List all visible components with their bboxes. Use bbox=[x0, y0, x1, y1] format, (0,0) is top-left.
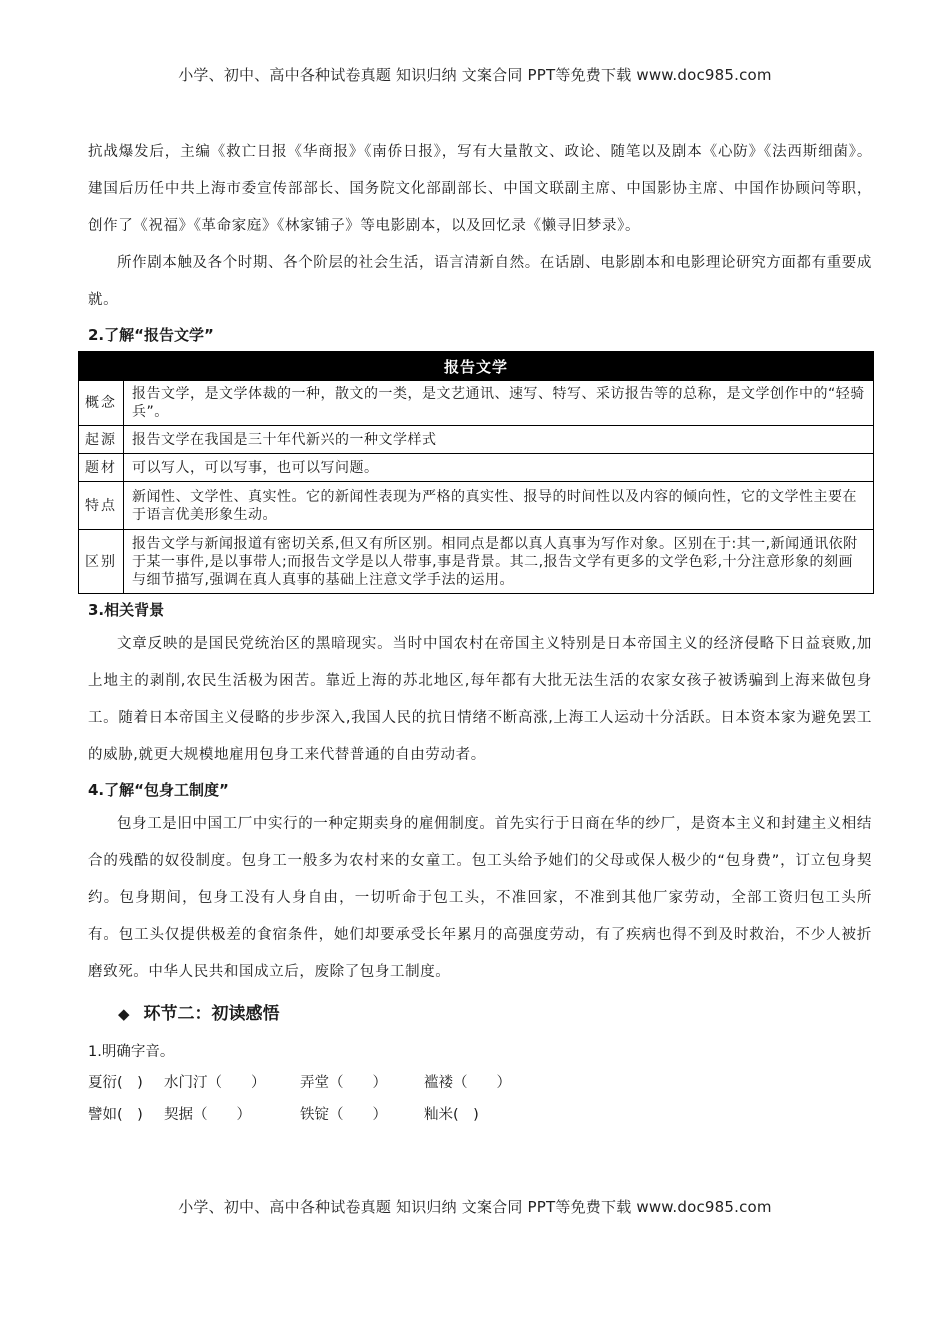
section-4-title: 4.了解“包身工制度” bbox=[88, 781, 229, 799]
pronunciation-item: 水门汀（ ） bbox=[164, 1075, 266, 1091]
section-4-paragraph: 包身工是旧中国工厂中实行的一种定期卖身的雇佣制度。首先实行于日商在华的纱厂，是资本主义和封建主义相结合的残酷的奴役制度。包身工一般多为农村来的女童工。包工头给予她们的父母或保人极少的“包身费”，订立包身契约。包身期间，包身工没有人身自由，一切听命于包工头，不准回家，不准到其他厂家劳动，全部工资归包工头所有。包工头仅提供极差的食宿条件，她们却要承受长年累月的高强度劳动，有了疾病也得不到及时救治，不少人被折磨致死。中华人民共和国成立后，废除了包身工制度。 bbox=[88, 816, 872, 980]
table-row bbox=[79, 381, 874, 426]
row-value: 报告文学，是文学体裁的一种，散文的一类，是文艺通讯、速写、特写、采访报告等的总称，是文学创作中的“轻骑兵”。 bbox=[124, 381, 874, 426]
table-row bbox=[79, 426, 874, 454]
table-row bbox=[79, 482, 874, 530]
row-label: 区别 bbox=[79, 530, 124, 594]
report-literature-table bbox=[78, 351, 874, 594]
pronunciation-item: 弄堂（ ） bbox=[300, 1075, 387, 1091]
pronunciation-item: 夏衍( ) bbox=[88, 1075, 143, 1091]
row-label: 特点 bbox=[79, 482, 124, 530]
stage-2-title: 环节二：初读感悟 bbox=[143, 1004, 280, 1024]
section-3-paragraph: 文章反映的是国民党统治区的黑暗现实。当时中国农村在帝国主义特别是日本帝国主义的经济侵略下日益衰败,加上地主的剥削,农民生活极为困苦。靠近上海的苏北地区,每年都有大批无法生活的农家女孩子被诱骗到上海来做包身工。随着日本帝国主义侵略的步步深入,我国人民的抗日情绪不断高涨,上海工人运动十分活跃。日本资本家为避免罢工的威胁,就更大规模地雇用包身工来代替普通的自由劳动者。 bbox=[88, 636, 872, 763]
row-value: 可以写人，可以写事，也可以写问题。 bbox=[124, 454, 874, 482]
section-3-title: 3.相关背景 bbox=[88, 601, 165, 619]
pronunciation-item: 褴褛（ ） bbox=[424, 1075, 511, 1091]
page-footer: 小学、初中、高中各种试卷真题 知识归纳 文案合同 PPT等免费下载 www.doc985.com bbox=[178, 1198, 772, 1216]
pronunciation-item: 譬如( ) bbox=[88, 1107, 143, 1123]
row-value: 报告文学与新闻报道有密切关系,但又有所区别。相同点是都以真人真事为写作对象。区别在于:其一,新闻通讯依附于某一事件,是以事带人;而报告文学是以人带事,事是背景。其二,报告文学有更多的文学色彩,十分注意形象的刻画与细节描写,强调在真人真事的基础上注意文学手法的运用。 bbox=[124, 530, 874, 594]
row-value: 新闻性、文学性、真实性。它的新闻性表现为严格的真实性、报导的时间性以及内容的倾向性，它的文学性主要在于语言优美形象生动。 bbox=[124, 482, 874, 530]
stage-2-heading bbox=[118, 1001, 872, 1027]
pronunciation-row-2 bbox=[88, 1099, 872, 1131]
table-header: 报告文学 bbox=[79, 352, 874, 381]
pronunciation-row-1 bbox=[88, 1067, 872, 1099]
diamond-bullet-icon: ◆ bbox=[118, 1005, 130, 1023]
pronunciation-item: 籼米( ) bbox=[424, 1107, 479, 1123]
table-row bbox=[79, 530, 874, 594]
intro-paragraph-2: 所作剧本触及各个时期、各个阶层的社会生活，语言清新自然。在话剧、电影剧本和电影理论研究方面都有重要成就。 bbox=[88, 255, 872, 308]
pronunciation-item: 铁锭（ ） bbox=[300, 1107, 387, 1123]
pronunciation-item: 契据（ ） bbox=[164, 1107, 251, 1123]
page-header: 小学、初中、高中各种试卷真题 知识归纳 文案合同 PPT等免费下载 www.doc985.com bbox=[178, 66, 772, 84]
intro-paragraph-1: 抗战爆发后，主编《救亡日报《华商报》《南侨日报》，写有大量散文、政论、随笔以及剧本《心防》《法西斯细菌》。建国后历任中共上海市委宣传部部长、国务院文化部副部长、中国文联副主席、中国影协主席、中国作协顾问等职，创作了《祝福》《革命家庭》《林家铺子》等电影剧本，以及回忆录《懒寻旧梦录》。 bbox=[88, 144, 872, 234]
section-2-title: 2.了解“报告文学” bbox=[88, 326, 214, 344]
document-body bbox=[85, 134, 872, 1131]
row-value: 报告文学在我国是三十年代新兴的一种文学样式 bbox=[124, 426, 874, 454]
table-row bbox=[79, 454, 874, 482]
row-label: 概念 bbox=[79, 381, 124, 426]
question-1-label: 1.明确字音。 bbox=[88, 1044, 175, 1060]
row-label: 起源 bbox=[79, 426, 124, 454]
row-label: 题材 bbox=[79, 454, 124, 482]
